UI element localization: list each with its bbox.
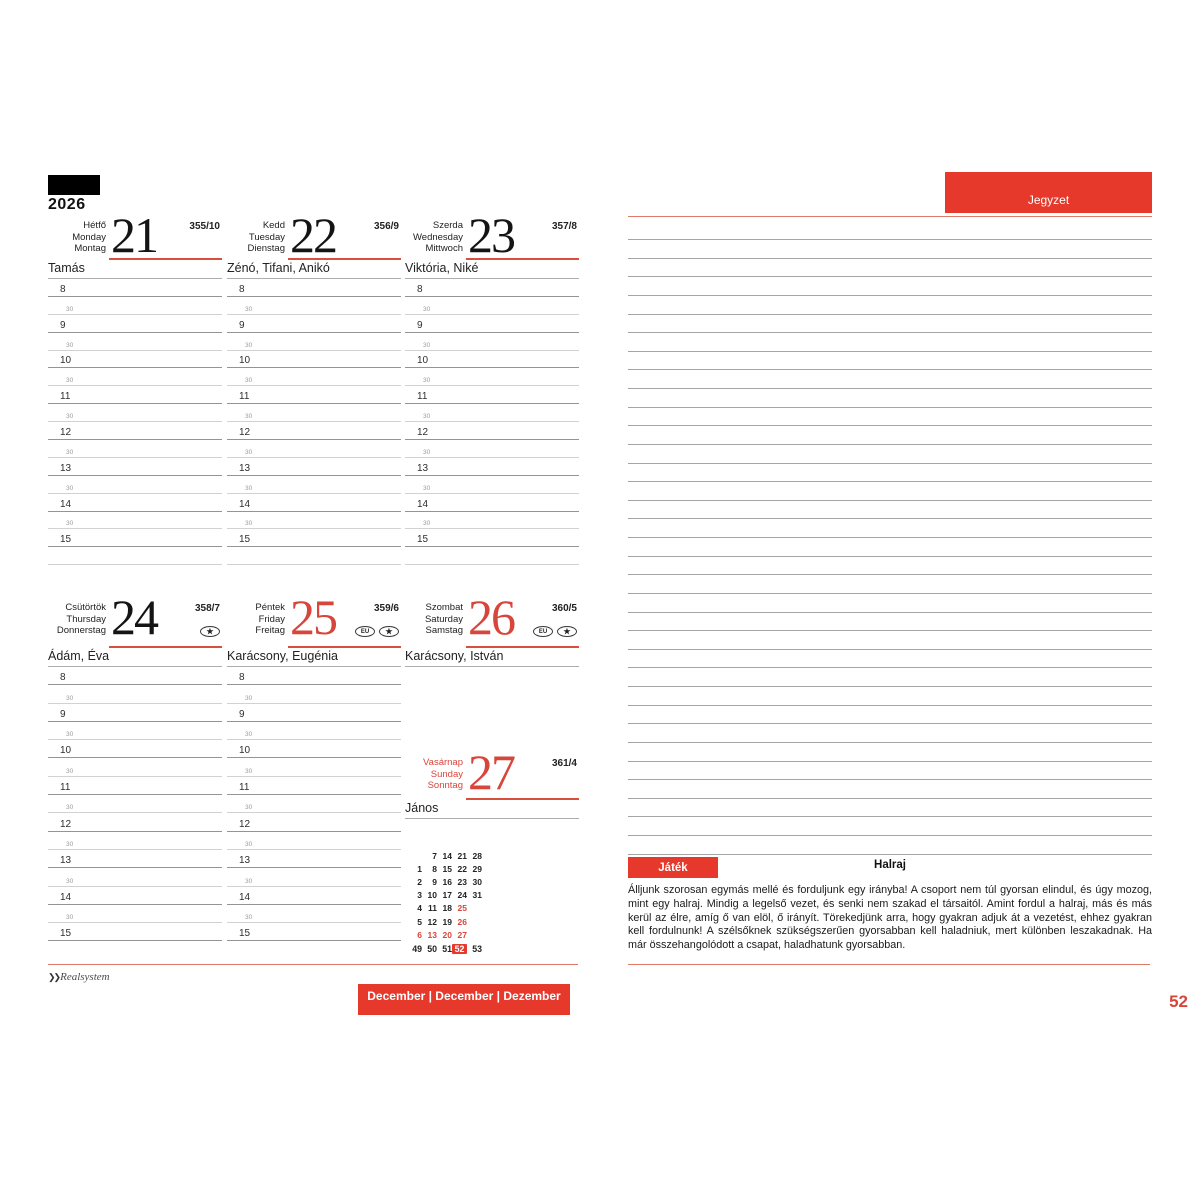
note-line [628,352,1152,371]
day-number: 26 [468,589,514,645]
slot-half-hour: 30 [227,722,401,740]
note-line [628,221,1152,240]
mini-calendar-day: 16 [442,876,452,887]
slot-hour-8: 8 [405,279,579,297]
note-line [628,426,1152,445]
slot-half-hour: 30 [48,404,222,422]
slot-hour-15: 15 [48,529,222,547]
day-name-de: Montag [74,243,106,254]
year-label: 2026 [48,196,86,213]
slot-hour-14: 14 [48,887,222,905]
day-saturday [405,589,579,667]
slot-hour-10: 10 [227,740,401,758]
mini-calendar-day: 15 [442,863,452,874]
page-number: 52 [1169,992,1188,1011]
slot-half-hour: 30 [227,476,401,494]
note-line [628,613,1152,632]
slot-half-hour: 30 [227,795,401,813]
day-name-en: Monday [72,231,106,243]
slot-half-hour: 30 [48,685,222,703]
slot-trailing-line [405,547,579,565]
note-line [628,780,1152,799]
mini-calendar-day: 13 [427,929,437,940]
mini-calendar-day: 6 [417,929,422,940]
slot-hour-11: 11 [48,777,222,795]
day-name-de: Dienstag [247,243,285,254]
notes-ruled-lines [628,221,1152,854]
day-of-year: 360/5 [551,603,577,614]
mini-calendar-day: 17 [442,890,452,901]
mini-calendar-week-number: 53 [472,943,482,954]
mini-calendar-day: 12 [427,916,437,927]
mini-calendar-day: 30 [472,876,482,887]
slot-half-hour: 30 [405,476,579,494]
mini-calendar-day: 10 [427,890,437,901]
note-line [628,799,1152,818]
notes-top-rule [628,216,1152,217]
day-name-hu: Csütörtök [65,602,106,613]
mini-calendar-day: 27 [457,929,467,940]
slot-half-hour: 30 [48,440,222,458]
brand-name: Realsystem [60,971,110,983]
day-sunday [405,744,579,819]
slot-half-hour: 30 [48,795,222,813]
note-line [628,724,1152,743]
nameday: Viktória, Niké [405,260,579,279]
mini-calendar-day: 11 [428,903,437,914]
slot-half-hour: 30 [48,868,222,886]
slot-hour-11: 11 [48,386,222,404]
slot-half-hour: 30 [227,832,401,850]
mini-calendar-day: 7 [432,850,437,861]
day-name-de: Donnerstag [56,625,106,636]
slot-half-hour: 30 [405,512,579,530]
slot-half-hour: 30 [227,868,401,886]
left-page-bottom-rule [48,964,578,965]
mini-calendar-row [407,902,517,915]
slot-hour-11: 11 [227,777,401,795]
slot-half-hour: 30 [48,333,222,351]
slot-half-hour: 30 [227,758,401,776]
note-line [628,315,1152,334]
nameday: Zénó, Tifani, Anikó [227,260,401,279]
slot-hour-12: 12 [227,813,401,831]
mini-calendar-week-number: 49 [412,943,422,954]
time-slots [227,279,401,565]
day-name-hu: Kedd [262,220,285,231]
time-slots [48,667,222,941]
mini-calendar-row [407,849,517,862]
mini-calendar-row [407,928,517,941]
mini-calendar-day: 8 [432,863,437,874]
slot-hour-13: 13 [227,850,401,868]
brand-logo [48,971,110,983]
slot-hour-10: 10 [405,351,579,369]
day-name-de: Sonntag [427,780,463,791]
note-line [628,240,1152,259]
note-line [628,762,1152,781]
slot-hour-13: 13 [227,458,401,476]
day-header [227,207,401,263]
slot-hour-12: 12 [48,813,222,831]
note-line [628,575,1152,594]
day-of-year: 361/4 [551,758,577,769]
note-line [628,631,1152,650]
slot-half-hour: 30 [405,440,579,458]
eu-badge-icon: EU [533,626,553,637]
nameday: János [405,800,579,819]
day-names [227,602,285,637]
day-name-en: Tuesday [248,231,285,243]
holiday-badges [355,626,399,637]
note-line [628,557,1152,576]
day-name-hu: Vasárnap [423,757,463,768]
mini-calendar-day: 14 [442,850,452,861]
mini-calendar-day: 25 [457,903,467,914]
slot-half-hour: 30 [227,685,401,703]
slot-hour-9: 9 [405,315,579,333]
slot-hour-14: 14 [227,494,401,512]
mini-calendar-row [407,862,517,875]
mini-calendar-week-number: 52 [452,944,467,954]
slot-hour-8: 8 [227,667,401,685]
slot-half-hour: 30 [227,333,401,351]
note-line [628,538,1152,557]
note-line [628,389,1152,408]
day-header [48,207,222,263]
day-names [405,220,463,255]
day-of-year: 358/7 [194,603,220,614]
month-tab: December | December | Dezember [358,984,570,1015]
day-name-en: Sunday [430,768,463,780]
day-name-de: Freitag [255,625,285,636]
mini-calendar-day: 31 [472,890,482,901]
mini-calendar-day: 3 [417,890,422,901]
day-name-en: Friday [258,613,285,625]
slot-half-hour: 30 [405,368,579,386]
slot-trailing-line [48,547,222,565]
nameday: Karácsony, Eugénia [227,648,401,667]
mini-calendar-day: 2 [417,876,422,887]
slot-hour-14: 14 [405,494,579,512]
note-line [628,817,1152,836]
note-line [628,594,1152,613]
day-tuesday [227,207,401,565]
day-wednesday [405,207,579,565]
slot-half-hour: 30 [227,905,401,923]
day-names [48,602,106,637]
slot-half-hour: 30 [227,512,401,530]
day-of-year: 355/10 [189,221,220,232]
slot-hour-10: 10 [227,351,401,369]
slot-trailing-line [227,547,401,565]
mini-calendar-week-row [407,942,517,955]
slot-half-hour: 30 [48,722,222,740]
slot-hour-13: 13 [48,850,222,868]
mini-calendar-week-number: 50 [427,943,437,954]
slot-half-hour: 30 [48,832,222,850]
slot-hour-15: 15 [48,923,222,941]
day-name-hu: Hétfő [83,220,106,231]
mini-calendar-day: 9 [432,876,437,887]
slot-hour-8: 8 [48,667,222,685]
slot-hour-15: 15 [405,529,579,547]
slot-half-hour: 30 [227,440,401,458]
mini-calendar-day: 29 [472,863,482,874]
mini-month-calendar [407,849,517,956]
mini-calendar-day: 22 [457,863,467,874]
note-line [628,836,1152,855]
notes-header-bar: Jegyzet [945,172,1152,213]
game-description: Álljunk szorosan egymás mellé és forduljunk egy irányba! A csoport nem túl gyorsan elindul, és úgy mozog, mint egy halraj. Mindig a legelső vezet, és senki nem szakad el társaitól. Amint fordul a halraj, más és más kerül az élre, amíg ő van elöl, ő irányít. Törekedjünk arra, hogy gyakran adjuk át a vezetést, ehhez gyakran kell fordulnunk! A szélsőknek szükségszerűen gyorsabban kell haladniuk, mert különben leszakadnak. Ha már összehangolódott a csapat, haladhatunk gyorsabban. [628,884,1152,952]
slot-hour-9: 9 [48,704,222,722]
mini-calendar-day: 28 [472,850,482,861]
right-page-bottom-rule [628,964,1150,965]
holiday-badges [200,626,220,637]
slot-half-hour: 30 [48,758,222,776]
day-monday [48,207,222,565]
slot-half-hour: 30 [48,368,222,386]
note-line [628,277,1152,296]
day-name-en: Saturday [424,613,463,625]
game-title: Halraj [874,859,906,871]
day-name-de: Samstag [425,625,463,636]
eu-badge-icon: EU [355,626,375,637]
note-line [628,650,1152,669]
mini-calendar-week-number: 51 [442,943,452,954]
slot-hour-15: 15 [227,529,401,547]
slot-hour-11: 11 [227,386,401,404]
day-number: 21 [111,207,157,263]
mini-calendar-day: 5 [417,916,422,927]
slot-hour-11: 11 [405,386,579,404]
mini-calendar-day: 20 [442,929,452,940]
note-line [628,482,1152,501]
day-header [405,589,579,648]
day-names [48,220,106,255]
day-of-year: 356/9 [373,221,399,232]
slot-hour-10: 10 [48,740,222,758]
day-of-year: 357/8 [551,221,577,232]
nameday: Karácsony, István [405,648,579,667]
note-line [628,370,1152,389]
slot-hour-14: 14 [48,494,222,512]
slot-hour-12: 12 [227,422,401,440]
day-header [48,589,222,648]
mini-calendar-day: 19 [442,916,452,927]
day-number: 24 [111,589,157,645]
mini-calendar-day: 26 [457,916,467,927]
time-slots [227,667,401,941]
slot-half-hour: 30 [48,905,222,923]
note-line [628,259,1152,278]
day-name-hu: Szombat [425,602,463,613]
mini-calendar-day: 24 [457,890,467,901]
day-thursday [48,589,222,941]
nameday: Tamás [48,260,222,279]
slot-hour-9: 9 [227,315,401,333]
slot-half-hour: 30 [227,368,401,386]
day-number: 25 [290,589,336,645]
slot-hour-9: 9 [227,704,401,722]
note-line [628,296,1152,315]
slot-hour-12: 12 [48,422,222,440]
nameday: Ádám, Éva [48,648,222,667]
mini-calendar-row [407,889,517,902]
holiday-star-icon: ★ [379,626,399,637]
slot-hour-13: 13 [48,458,222,476]
day-name-hu: Szerda [432,220,463,231]
mini-calendar-row [407,915,517,928]
day-number: 23 [468,207,514,263]
holiday-star-icon: ★ [557,626,577,637]
game-tag: Játék [628,857,718,878]
note-line [628,519,1152,538]
slot-half-hour: 30 [405,404,579,422]
holiday-star-icon: ★ [200,626,220,637]
note-line [628,743,1152,762]
slot-half-hour: 30 [48,512,222,530]
time-slots [405,279,579,565]
note-line [628,668,1152,687]
day-of-year: 359/6 [373,603,399,614]
slot-half-hour: 30 [405,333,579,351]
day-friday [227,589,401,941]
mini-calendar-day: 18 [442,903,452,914]
mini-calendar-day: 1 [417,863,422,874]
slot-hour-9: 9 [48,315,222,333]
mini-calendar-day: 23 [457,876,467,887]
day-name-de: Mittwoch [425,243,463,254]
holiday-badges [533,626,577,637]
day-number: 22 [290,207,336,263]
slot-hour-15: 15 [227,923,401,941]
time-slots [48,279,222,565]
slot-hour-8: 8 [48,279,222,297]
slot-hour-14: 14 [227,887,401,905]
note-line [628,687,1152,706]
mini-calendar-row [407,875,517,888]
note-line [628,501,1152,520]
day-names [405,602,463,637]
slot-hour-8: 8 [227,279,401,297]
note-line [628,408,1152,427]
day-header [405,744,579,800]
day-number: 27 [468,744,514,800]
day-name-en: Wednesday [413,231,463,243]
mini-calendar-day: 4 [417,903,422,914]
slot-hour-10: 10 [48,351,222,369]
note-line [628,706,1152,725]
mini-calendar-day: 21 [457,850,467,861]
note-line [628,333,1152,352]
day-name-hu: Péntek [255,602,285,613]
day-names [227,220,285,255]
day-header [405,207,579,263]
slot-hour-13: 13 [405,458,579,476]
slot-half-hour: 30 [48,297,222,315]
day-name-en: Thursday [66,613,106,625]
slot-half-hour: 30 [227,404,401,422]
slot-half-hour: 30 [227,297,401,315]
day-header [227,589,401,648]
note-line [628,445,1152,464]
note-line [628,464,1152,483]
slot-half-hour: 30 [405,297,579,315]
slot-half-hour: 30 [48,476,222,494]
day-names [405,757,463,792]
month-index-tab [48,175,100,195]
slot-hour-12: 12 [405,422,579,440]
brand-arrow-icon: ❯❯ [48,972,60,982]
